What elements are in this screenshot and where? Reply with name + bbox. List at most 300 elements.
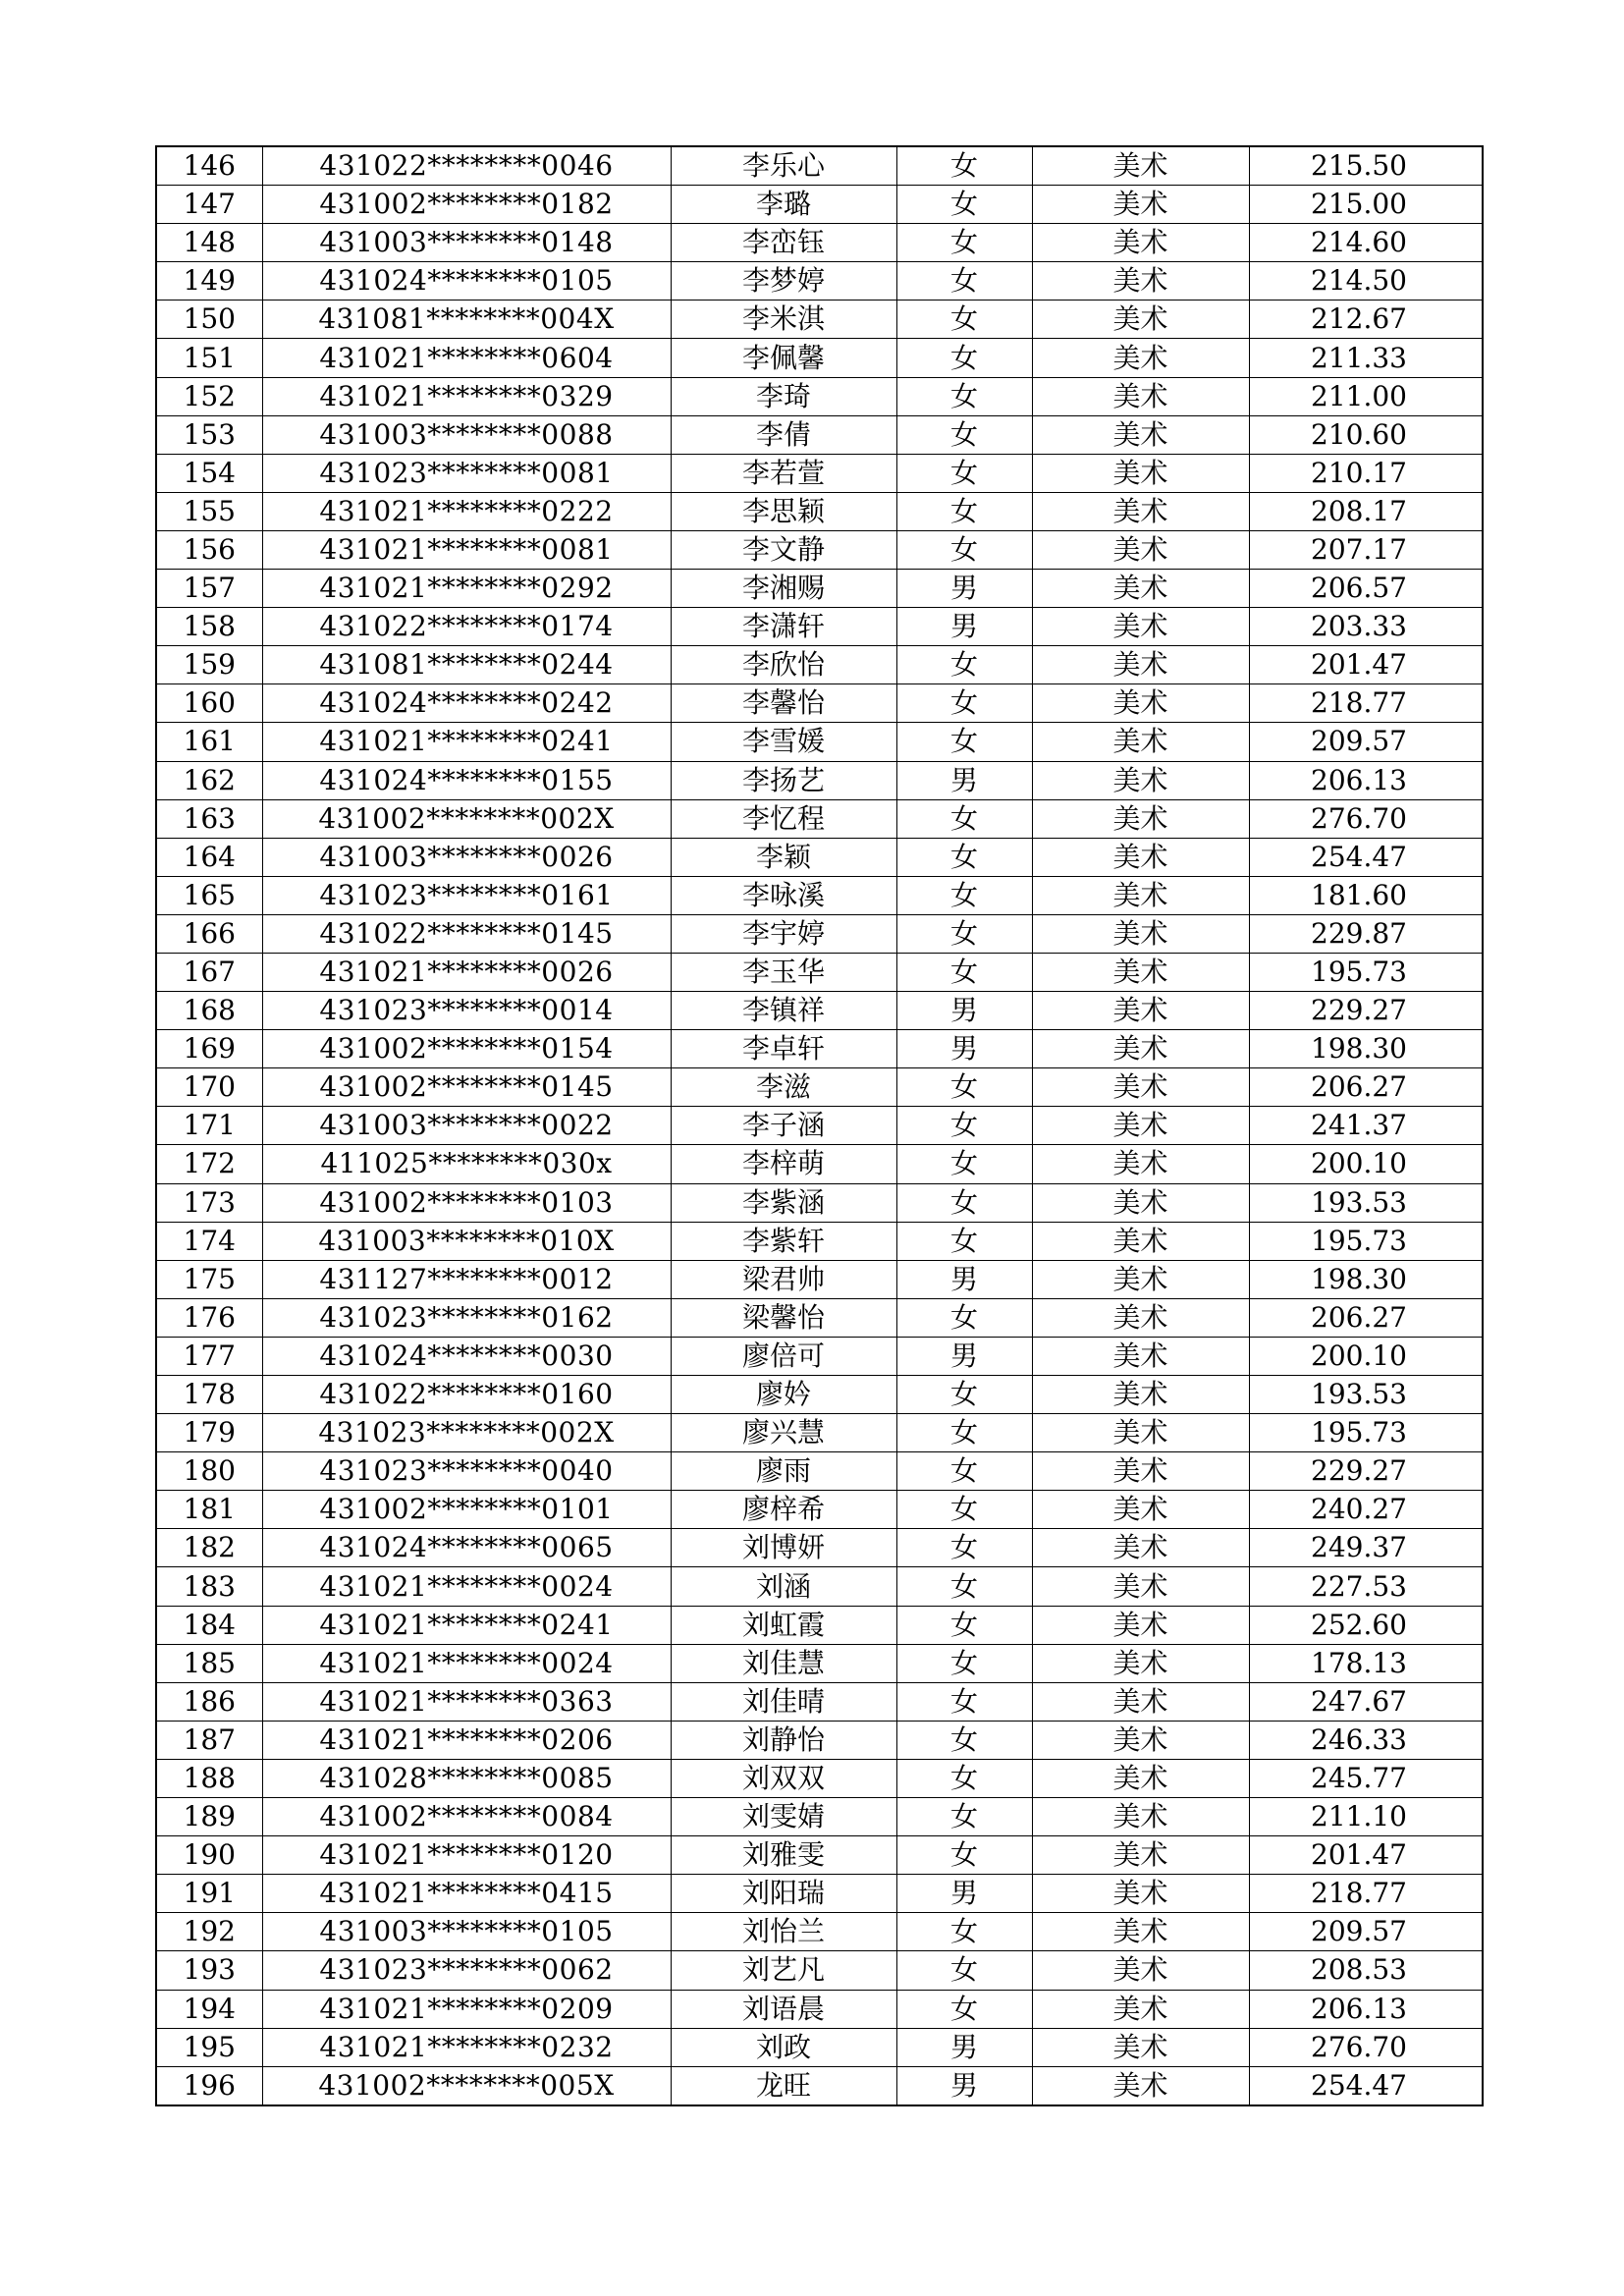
score-cell: 207.17 bbox=[1249, 530, 1483, 569]
gender-cell: 女 bbox=[896, 530, 1032, 569]
gender-cell: 女 bbox=[896, 1913, 1032, 1951]
score-cell: 193.53 bbox=[1249, 1183, 1483, 1222]
id-number-cell: 431003********0088 bbox=[262, 415, 671, 454]
row-number-cell: 196 bbox=[156, 2066, 262, 2105]
row-number-cell: 149 bbox=[156, 262, 262, 301]
score-cell: 214.60 bbox=[1249, 224, 1483, 262]
gender-cell: 女 bbox=[896, 1951, 1032, 1990]
row-number-cell: 176 bbox=[156, 1298, 262, 1337]
row-number-cell: 193 bbox=[156, 1951, 262, 1990]
id-number-cell: 431023********0062 bbox=[262, 1951, 671, 1990]
row-number-cell: 153 bbox=[156, 415, 262, 454]
id-number-cell: 431003********0022 bbox=[262, 1107, 671, 1145]
major-cell: 美术 bbox=[1032, 876, 1249, 914]
table-row bbox=[156, 301, 1483, 339]
id-number-cell: 431021********0604 bbox=[262, 339, 671, 377]
major-cell: 美术 bbox=[1032, 1875, 1249, 1913]
student-name-cell: 李米淇 bbox=[671, 301, 896, 339]
row-number-cell: 175 bbox=[156, 1260, 262, 1298]
row-number-cell: 159 bbox=[156, 646, 262, 684]
row-number-cell: 150 bbox=[156, 301, 262, 339]
table-row bbox=[156, 1376, 1483, 1414]
student-name-cell: 李湘赐 bbox=[671, 570, 896, 608]
student-name-cell: 刘雅雯 bbox=[671, 1836, 896, 1875]
student-name-cell: 李梓萌 bbox=[671, 1145, 896, 1183]
gender-cell: 男 bbox=[896, 608, 1032, 646]
row-number-cell: 191 bbox=[156, 1875, 262, 1913]
table-row bbox=[156, 684, 1483, 723]
table-row bbox=[156, 646, 1483, 684]
table-row bbox=[156, 224, 1483, 262]
major-cell: 美术 bbox=[1032, 1337, 1249, 1375]
table-row bbox=[156, 1145, 1483, 1183]
major-cell: 美术 bbox=[1032, 1836, 1249, 1875]
row-number-cell: 184 bbox=[156, 1606, 262, 1644]
major-cell: 美术 bbox=[1032, 186, 1249, 224]
row-number-cell: 179 bbox=[156, 1414, 262, 1452]
score-cell: 254.47 bbox=[1249, 838, 1483, 876]
table-row bbox=[156, 914, 1483, 953]
id-number-cell: 431003********010X bbox=[262, 1222, 671, 1260]
table-row bbox=[156, 1068, 1483, 1107]
major-cell: 美术 bbox=[1032, 761, 1249, 799]
student-name-cell: 李宇婷 bbox=[671, 914, 896, 953]
major-cell: 美术 bbox=[1032, 339, 1249, 377]
student-name-cell: 廖雨 bbox=[671, 1452, 896, 1491]
student-name-cell: 李琦 bbox=[671, 377, 896, 415]
score-cell: 218.77 bbox=[1249, 684, 1483, 723]
table-row bbox=[156, 186, 1483, 224]
student-name-cell: 廖妗 bbox=[671, 1376, 896, 1414]
student-name-cell: 李紫轩 bbox=[671, 1222, 896, 1260]
student-name-cell: 李若萱 bbox=[671, 454, 896, 492]
score-cell: 200.10 bbox=[1249, 1145, 1483, 1183]
row-number-cell: 161 bbox=[156, 723, 262, 761]
id-number-cell: 431021********0232 bbox=[262, 2028, 671, 2066]
table-row bbox=[156, 1260, 1483, 1298]
id-number-cell: 431022********0145 bbox=[262, 914, 671, 953]
table-row bbox=[156, 799, 1483, 838]
row-number-cell: 186 bbox=[156, 1682, 262, 1721]
id-number-cell: 431021********0329 bbox=[262, 377, 671, 415]
gender-cell: 男 bbox=[896, 2028, 1032, 2066]
table-row bbox=[156, 953, 1483, 991]
gender-cell: 女 bbox=[896, 1721, 1032, 1759]
id-number-cell: 431002********0101 bbox=[262, 1491, 671, 1529]
student-name-cell: 廖兴慧 bbox=[671, 1414, 896, 1452]
score-cell: 195.73 bbox=[1249, 1222, 1483, 1260]
score-cell: 203.33 bbox=[1249, 608, 1483, 646]
score-cell: 193.53 bbox=[1249, 1376, 1483, 1414]
row-number-cell: 195 bbox=[156, 2028, 262, 2066]
table-row bbox=[156, 1529, 1483, 1567]
student-name-cell: 李咏溪 bbox=[671, 876, 896, 914]
row-number-cell: 189 bbox=[156, 1798, 262, 1836]
gender-cell: 女 bbox=[896, 377, 1032, 415]
major-cell: 美术 bbox=[1032, 454, 1249, 492]
gender-cell: 男 bbox=[896, 992, 1032, 1030]
row-number-cell: 151 bbox=[156, 339, 262, 377]
major-cell: 美术 bbox=[1032, 723, 1249, 761]
score-cell: 178.13 bbox=[1249, 1644, 1483, 1682]
student-name-cell: 李雪媛 bbox=[671, 723, 896, 761]
table-row bbox=[156, 530, 1483, 569]
major-cell: 美术 bbox=[1032, 377, 1249, 415]
student-name-cell: 李峦钰 bbox=[671, 224, 896, 262]
gender-cell: 女 bbox=[896, 1606, 1032, 1644]
id-number-cell: 431002********0145 bbox=[262, 1068, 671, 1107]
score-cell: 198.30 bbox=[1249, 1030, 1483, 1068]
gender-cell: 女 bbox=[896, 1798, 1032, 1836]
score-cell: 249.37 bbox=[1249, 1529, 1483, 1567]
id-number-cell: 431024********0155 bbox=[262, 761, 671, 799]
table-row bbox=[156, 1875, 1483, 1913]
major-cell: 美术 bbox=[1032, 1682, 1249, 1721]
major-cell: 美术 bbox=[1032, 1606, 1249, 1644]
student-name-cell: 龙旺 bbox=[671, 2066, 896, 2105]
score-cell: 229.27 bbox=[1249, 992, 1483, 1030]
major-cell: 美术 bbox=[1032, 1183, 1249, 1222]
row-number-cell: 163 bbox=[156, 799, 262, 838]
row-number-cell: 152 bbox=[156, 377, 262, 415]
id-number-cell: 431021********0363 bbox=[262, 1682, 671, 1721]
table-row bbox=[156, 1990, 1483, 2028]
score-cell: 254.47 bbox=[1249, 2066, 1483, 2105]
student-name-cell: 廖倍可 bbox=[671, 1337, 896, 1375]
score-cell: 201.47 bbox=[1249, 1836, 1483, 1875]
major-cell: 美术 bbox=[1032, 1529, 1249, 1567]
id-number-cell: 431021********0206 bbox=[262, 1721, 671, 1759]
student-name-cell: 李佩馨 bbox=[671, 339, 896, 377]
id-number-cell: 431021********0081 bbox=[262, 530, 671, 569]
id-number-cell: 431024********0030 bbox=[262, 1337, 671, 1375]
score-cell: 214.50 bbox=[1249, 262, 1483, 301]
score-cell: 206.57 bbox=[1249, 570, 1483, 608]
row-number-cell: 178 bbox=[156, 1376, 262, 1414]
id-number-cell: 431023********002X bbox=[262, 1414, 671, 1452]
gender-cell: 男 bbox=[896, 1875, 1032, 1913]
id-number-cell: 431024********0065 bbox=[262, 1529, 671, 1567]
major-cell: 美术 bbox=[1032, 1414, 1249, 1452]
table-row bbox=[156, 1913, 1483, 1951]
major-cell: 美术 bbox=[1032, 1990, 1249, 2028]
student-name-cell: 李扬艺 bbox=[671, 761, 896, 799]
row-number-cell: 187 bbox=[156, 1721, 262, 1759]
major-cell: 美术 bbox=[1032, 2028, 1249, 2066]
major-cell: 美术 bbox=[1032, 1452, 1249, 1491]
id-number-cell: 431023********0014 bbox=[262, 992, 671, 1030]
student-name-cell: 李文静 bbox=[671, 530, 896, 569]
id-number-cell: 431023********0161 bbox=[262, 876, 671, 914]
table-row bbox=[156, 262, 1483, 301]
id-number-cell: 411025********030x bbox=[262, 1145, 671, 1183]
table-row bbox=[156, 1798, 1483, 1836]
gender-cell: 女 bbox=[896, 1068, 1032, 1107]
major-cell: 美术 bbox=[1032, 1107, 1249, 1145]
table-row bbox=[156, 570, 1483, 608]
id-number-cell: 431021********0209 bbox=[262, 1990, 671, 2028]
student-name-cell: 李镇祥 bbox=[671, 992, 896, 1030]
score-cell: 195.73 bbox=[1249, 1414, 1483, 1452]
id-number-cell: 431023********0081 bbox=[262, 454, 671, 492]
gender-cell: 男 bbox=[896, 761, 1032, 799]
major-cell: 美术 bbox=[1032, 1567, 1249, 1606]
row-number-cell: 162 bbox=[156, 761, 262, 799]
major-cell: 美术 bbox=[1032, 914, 1249, 953]
table-row bbox=[156, 2028, 1483, 2066]
gender-cell: 女 bbox=[896, 1491, 1032, 1529]
id-number-cell: 431002********002X bbox=[262, 799, 671, 838]
score-cell: 241.37 bbox=[1249, 1107, 1483, 1145]
gender-cell: 女 bbox=[896, 492, 1032, 530]
gender-cell: 女 bbox=[896, 799, 1032, 838]
student-name-cell: 李忆程 bbox=[671, 799, 896, 838]
student-name-cell: 刘双双 bbox=[671, 1759, 896, 1797]
gender-cell: 女 bbox=[896, 454, 1032, 492]
id-number-cell: 431021********0120 bbox=[262, 1836, 671, 1875]
student-name-cell: 刘涵 bbox=[671, 1567, 896, 1606]
id-number-cell: 431021********0222 bbox=[262, 492, 671, 530]
score-cell: 200.10 bbox=[1249, 1337, 1483, 1375]
id-number-cell: 431081********004X bbox=[262, 301, 671, 339]
gender-cell: 女 bbox=[896, 1452, 1032, 1491]
major-cell: 美术 bbox=[1032, 646, 1249, 684]
score-cell: 227.53 bbox=[1249, 1567, 1483, 1606]
student-name-cell: 李璐 bbox=[671, 186, 896, 224]
row-number-cell: 166 bbox=[156, 914, 262, 953]
id-number-cell: 431022********0046 bbox=[262, 146, 671, 186]
gender-cell: 女 bbox=[896, 953, 1032, 991]
student-name-cell: 刘佳慧 bbox=[671, 1644, 896, 1682]
id-number-cell: 431023********0040 bbox=[262, 1452, 671, 1491]
row-number-cell: 192 bbox=[156, 1913, 262, 1951]
score-cell: 247.67 bbox=[1249, 1682, 1483, 1721]
id-number-cell: 431021********0241 bbox=[262, 1606, 671, 1644]
gender-cell: 女 bbox=[896, 684, 1032, 723]
major-cell: 美术 bbox=[1032, 1222, 1249, 1260]
score-cell: 208.53 bbox=[1249, 1951, 1483, 1990]
student-name-cell: 刘语晨 bbox=[671, 1990, 896, 2028]
id-number-cell: 431021********0415 bbox=[262, 1875, 671, 1913]
student-name-cell: 李倩 bbox=[671, 415, 896, 454]
major-cell: 美术 bbox=[1032, 262, 1249, 301]
table-row bbox=[156, 1222, 1483, 1260]
id-number-cell: 431022********0160 bbox=[262, 1376, 671, 1414]
table-row bbox=[156, 608, 1483, 646]
score-cell: 212.67 bbox=[1249, 301, 1483, 339]
id-number-cell: 431021********0241 bbox=[262, 723, 671, 761]
row-number-cell: 155 bbox=[156, 492, 262, 530]
table-row bbox=[156, 377, 1483, 415]
table-row bbox=[156, 1721, 1483, 1759]
student-name-cell: 刘艺凡 bbox=[671, 1951, 896, 1990]
major-cell: 美术 bbox=[1032, 570, 1249, 608]
gender-cell: 女 bbox=[896, 339, 1032, 377]
id-number-cell: 431002********0154 bbox=[262, 1030, 671, 1068]
row-number-cell: 188 bbox=[156, 1759, 262, 1797]
table-row bbox=[156, 415, 1483, 454]
major-cell: 美术 bbox=[1032, 2066, 1249, 2105]
student-name-cell: 李紫涵 bbox=[671, 1183, 896, 1222]
gender-cell: 女 bbox=[896, 723, 1032, 761]
major-cell: 美术 bbox=[1032, 953, 1249, 991]
id-number-cell: 431081********0244 bbox=[262, 646, 671, 684]
gender-cell: 女 bbox=[896, 186, 1032, 224]
student-name-cell: 梁君帅 bbox=[671, 1260, 896, 1298]
roster-body bbox=[156, 146, 1483, 2105]
major-cell: 美术 bbox=[1032, 146, 1249, 186]
table-row bbox=[156, 838, 1483, 876]
row-number-cell: 154 bbox=[156, 454, 262, 492]
table-row bbox=[156, 876, 1483, 914]
score-cell: 215.50 bbox=[1249, 146, 1483, 186]
major-cell: 美术 bbox=[1032, 530, 1249, 569]
score-cell: 229.87 bbox=[1249, 914, 1483, 953]
major-cell: 美术 bbox=[1032, 684, 1249, 723]
table-row bbox=[156, 1414, 1483, 1452]
student-name-cell: 刘政 bbox=[671, 2028, 896, 2066]
student-name-cell: 刘阳瑞 bbox=[671, 1875, 896, 1913]
student-name-cell: 廖梓希 bbox=[671, 1491, 896, 1529]
id-number-cell: 431021********0292 bbox=[262, 570, 671, 608]
score-cell: 211.10 bbox=[1249, 1798, 1483, 1836]
student-name-cell: 刘雯婧 bbox=[671, 1798, 896, 1836]
table-row bbox=[156, 146, 1483, 186]
score-cell: 276.70 bbox=[1249, 2028, 1483, 2066]
id-number-cell: 431003********0026 bbox=[262, 838, 671, 876]
gender-cell: 女 bbox=[896, 1567, 1032, 1606]
row-number-cell: 160 bbox=[156, 684, 262, 723]
row-number-cell: 164 bbox=[156, 838, 262, 876]
id-number-cell: 431028********0085 bbox=[262, 1759, 671, 1797]
student-name-cell: 李乐心 bbox=[671, 146, 896, 186]
student-name-cell: 李滋 bbox=[671, 1068, 896, 1107]
table-row bbox=[156, 1606, 1483, 1644]
score-cell: 252.60 bbox=[1249, 1606, 1483, 1644]
row-number-cell: 170 bbox=[156, 1068, 262, 1107]
gender-cell: 女 bbox=[896, 1644, 1032, 1682]
table-row bbox=[156, 1337, 1483, 1375]
row-number-cell: 158 bbox=[156, 608, 262, 646]
id-number-cell: 431021********0024 bbox=[262, 1644, 671, 1682]
major-cell: 美术 bbox=[1032, 1145, 1249, 1183]
score-cell: 276.70 bbox=[1249, 799, 1483, 838]
student-name-cell: 李思颖 bbox=[671, 492, 896, 530]
id-number-cell: 431021********0024 bbox=[262, 1567, 671, 1606]
id-number-cell: 431002********0084 bbox=[262, 1798, 671, 1836]
table-row bbox=[156, 1759, 1483, 1797]
row-number-cell: 168 bbox=[156, 992, 262, 1030]
id-number-cell: 431002********0182 bbox=[262, 186, 671, 224]
student-name-cell: 刘虹霞 bbox=[671, 1606, 896, 1644]
major-cell: 美术 bbox=[1032, 838, 1249, 876]
row-number-cell: 147 bbox=[156, 186, 262, 224]
id-number-cell: 431002********005X bbox=[262, 2066, 671, 2105]
row-number-cell: 174 bbox=[156, 1222, 262, 1260]
table-row bbox=[156, 1567, 1483, 1606]
table-row bbox=[156, 723, 1483, 761]
table-row bbox=[156, 492, 1483, 530]
table-row bbox=[156, 1183, 1483, 1222]
score-cell: 215.00 bbox=[1249, 186, 1483, 224]
table-row bbox=[156, 1107, 1483, 1145]
row-number-cell: 171 bbox=[156, 1107, 262, 1145]
gender-cell: 女 bbox=[896, 1183, 1032, 1222]
major-cell: 美术 bbox=[1032, 1298, 1249, 1337]
table-row bbox=[156, 761, 1483, 799]
table-row bbox=[156, 1644, 1483, 1682]
major-cell: 美术 bbox=[1032, 492, 1249, 530]
table-row bbox=[156, 339, 1483, 377]
row-number-cell: 194 bbox=[156, 1990, 262, 2028]
table-row bbox=[156, 454, 1483, 492]
student-name-cell: 刘怡兰 bbox=[671, 1913, 896, 1951]
row-number-cell: 146 bbox=[156, 146, 262, 186]
score-cell: 209.57 bbox=[1249, 1913, 1483, 1951]
gender-cell: 女 bbox=[896, 262, 1032, 301]
major-cell: 美术 bbox=[1032, 1759, 1249, 1797]
row-number-cell: 190 bbox=[156, 1836, 262, 1875]
score-cell: 210.17 bbox=[1249, 454, 1483, 492]
table-row bbox=[156, 1030, 1483, 1068]
major-cell: 美术 bbox=[1032, 608, 1249, 646]
gender-cell: 女 bbox=[896, 1107, 1032, 1145]
id-number-cell: 431022********0174 bbox=[262, 608, 671, 646]
score-cell: 210.60 bbox=[1249, 415, 1483, 454]
gender-cell: 女 bbox=[896, 1990, 1032, 2028]
gender-cell: 女 bbox=[896, 1298, 1032, 1337]
student-name-cell: 梁馨怡 bbox=[671, 1298, 896, 1337]
gender-cell: 女 bbox=[896, 1529, 1032, 1567]
gender-cell: 女 bbox=[896, 301, 1032, 339]
gender-cell: 女 bbox=[896, 1414, 1032, 1452]
row-number-cell: 156 bbox=[156, 530, 262, 569]
student-name-cell: 李欣怡 bbox=[671, 646, 896, 684]
gender-cell: 男 bbox=[896, 1030, 1032, 1068]
row-number-cell: 177 bbox=[156, 1337, 262, 1375]
major-cell: 美术 bbox=[1032, 224, 1249, 262]
score-cell: 206.27 bbox=[1249, 1068, 1483, 1107]
row-number-cell: 183 bbox=[156, 1567, 262, 1606]
score-cell: 198.30 bbox=[1249, 1260, 1483, 1298]
id-number-cell: 431003********0105 bbox=[262, 1913, 671, 1951]
major-cell: 美术 bbox=[1032, 415, 1249, 454]
row-number-cell: 167 bbox=[156, 953, 262, 991]
table-row bbox=[156, 1682, 1483, 1721]
major-cell: 美术 bbox=[1032, 799, 1249, 838]
student-name-cell: 李卓轩 bbox=[671, 1030, 896, 1068]
table-row bbox=[156, 1491, 1483, 1529]
table-row bbox=[156, 2066, 1483, 2105]
gender-cell: 女 bbox=[896, 1376, 1032, 1414]
row-number-cell: 172 bbox=[156, 1145, 262, 1183]
student-name-cell: 刘佳晴 bbox=[671, 1682, 896, 1721]
student-name-cell: 刘博妍 bbox=[671, 1529, 896, 1567]
student-name-cell: 李馨怡 bbox=[671, 684, 896, 723]
table-row bbox=[156, 1298, 1483, 1337]
student-name-cell: 李梦婷 bbox=[671, 262, 896, 301]
table-row bbox=[156, 1951, 1483, 1990]
id-number-cell: 431021********0026 bbox=[262, 953, 671, 991]
row-number-cell: 173 bbox=[156, 1183, 262, 1222]
gender-cell: 男 bbox=[896, 570, 1032, 608]
score-cell: 206.13 bbox=[1249, 761, 1483, 799]
student-name-cell: 李子涵 bbox=[671, 1107, 896, 1145]
major-cell: 美术 bbox=[1032, 1951, 1249, 1990]
score-cell: 211.00 bbox=[1249, 377, 1483, 415]
major-cell: 美术 bbox=[1032, 1030, 1249, 1068]
gender-cell: 女 bbox=[896, 838, 1032, 876]
